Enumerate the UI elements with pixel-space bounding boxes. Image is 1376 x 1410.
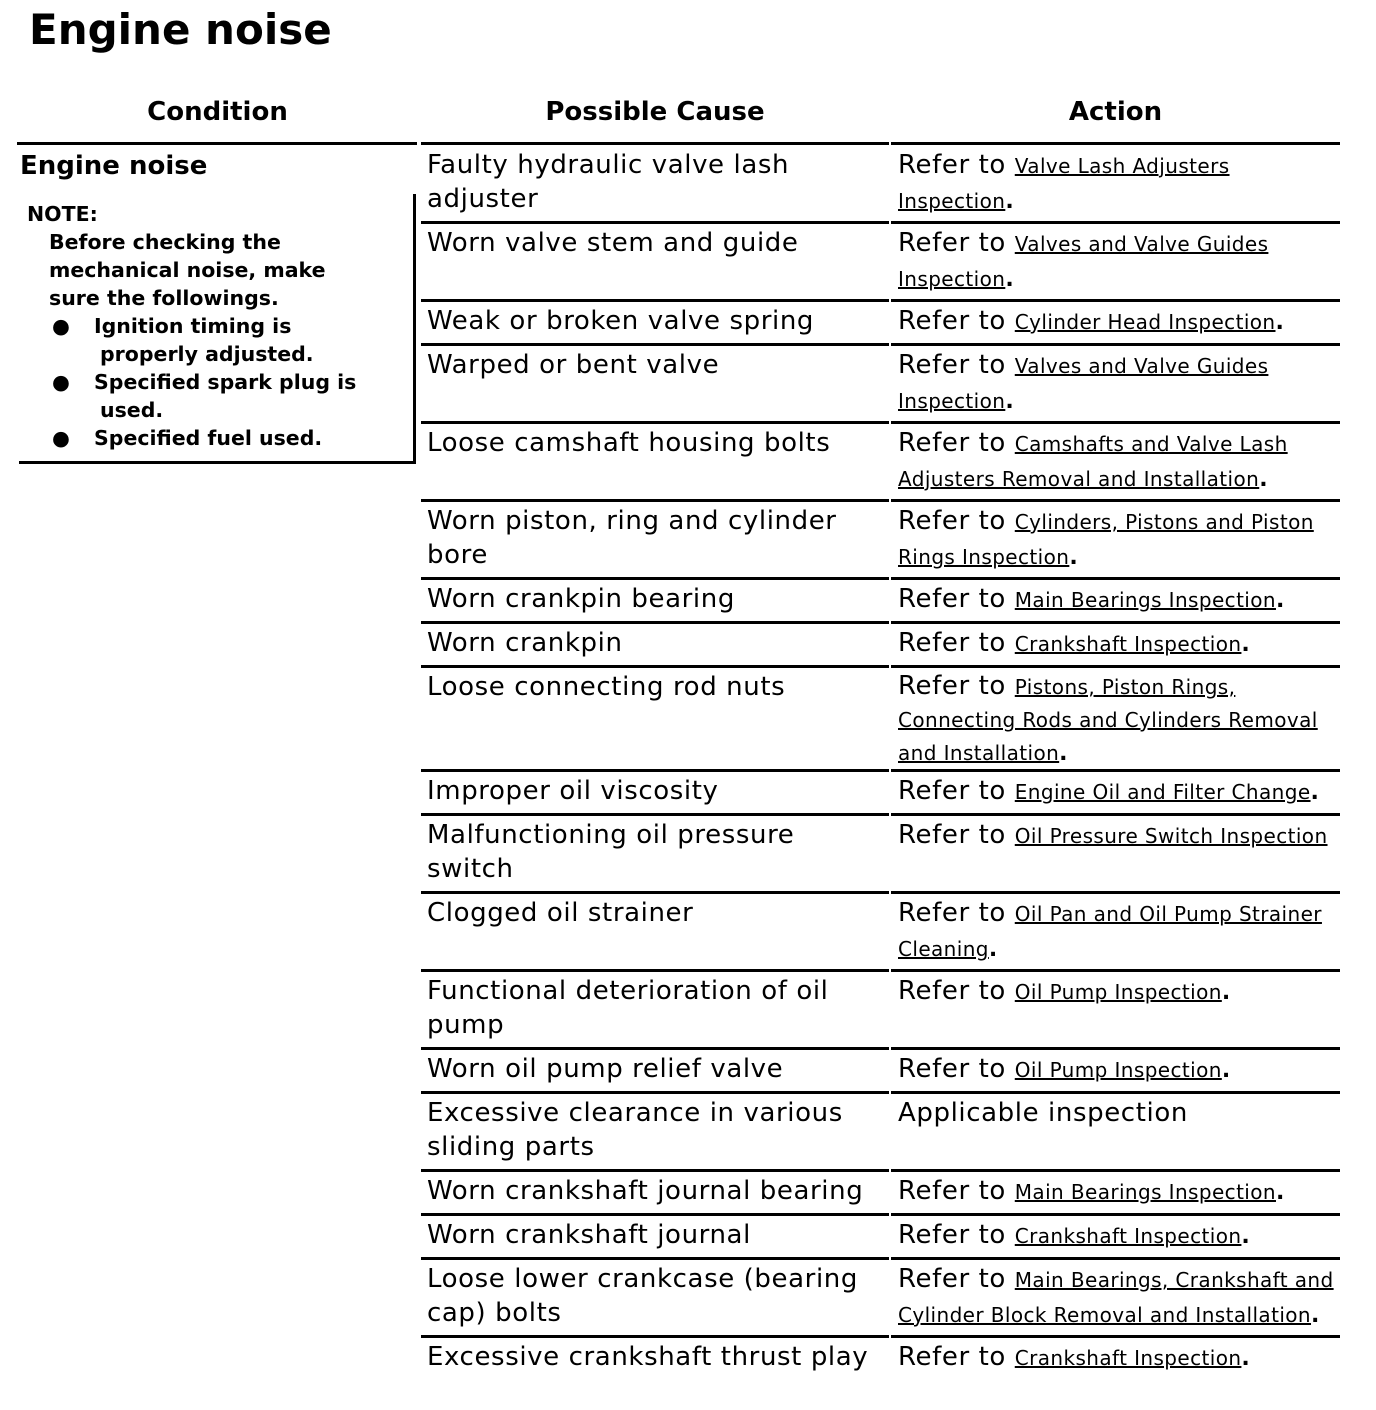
refer-to-label: Refer to	[898, 776, 1015, 806]
table-row	[421, 580, 1340, 624]
refer-to-label: Refer to	[898, 1220, 1015, 1250]
action-cell	[891, 1094, 1340, 1172]
possible-cause-cell: Worn valve stem and guide	[421, 224, 889, 302]
table-row	[421, 972, 1340, 1050]
table-row	[421, 894, 1340, 972]
possible-cause-cell: Worn crankshaft journal bearing	[421, 1172, 889, 1216]
header-divider	[421, 142, 889, 145]
refer-to-label: Refer to	[898, 306, 1015, 336]
table-row	[421, 1094, 1340, 1172]
possible-cause-cell: Worn crankshaft journal	[421, 1216, 889, 1260]
action-cell	[891, 424, 1340, 502]
possible-cause-cell: Weak or broken valve spring	[421, 302, 889, 346]
reference-link[interactable]: Main Bearings Inspection	[1014, 588, 1276, 612]
link-suffix: .	[1221, 980, 1231, 1005]
troubleshooting-table	[421, 146, 1340, 1382]
bullet-icon: ●	[52, 314, 70, 338]
table-row	[421, 1172, 1340, 1216]
bullet-text: properly adjusted.	[100, 342, 314, 366]
note-label: NOTE:	[27, 202, 98, 226]
bullet-icon: ●	[52, 426, 70, 450]
reference-link[interactable]: Main Bearings Inspection	[1014, 1180, 1276, 1204]
link-suffix: .	[988, 937, 998, 962]
table-row	[421, 668, 1340, 772]
table-row	[421, 502, 1340, 580]
refer-to-label: Refer to	[898, 1176, 1015, 1206]
refer-to-label: Refer to	[898, 1054, 1015, 1084]
link-suffix: .	[1241, 1346, 1251, 1371]
table-row	[421, 1050, 1340, 1094]
action-cell	[891, 894, 1340, 972]
page-title: Engine noise	[29, 5, 332, 54]
refer-to-label: Refer to	[898, 428, 1015, 458]
link-suffix: .	[1241, 1224, 1251, 1249]
reference-link[interactable]: Valves and Valve Guides Inspection	[898, 354, 1269, 413]
note-text-line: Before checking the	[49, 230, 281, 254]
action-cell	[891, 302, 1340, 346]
possible-cause-cell: Improper oil viscosity	[421, 772, 889, 816]
table-row	[421, 346, 1340, 424]
link-suffix: .	[1311, 1303, 1320, 1328]
reference-link[interactable]: Main Bearings, Crankshaft and Cylinder Block Removal and Installation	[898, 1268, 1334, 1327]
column-header-action: Action	[1068, 97, 1163, 127]
action-cell	[891, 668, 1340, 772]
table-row	[421, 1216, 1340, 1260]
reference-link[interactable]: Crankshaft Inspection	[1014, 1224, 1242, 1248]
refer-to-label: Refer to	[898, 976, 1015, 1006]
possible-cause-cell: Worn oil pump relief valve	[421, 1050, 889, 1094]
condition-cell	[19, 146, 416, 464]
column-header-possible-cause: Possible Cause	[545, 97, 765, 127]
action-cell	[891, 146, 1340, 224]
table-row	[421, 772, 1340, 816]
action-cell	[891, 1216, 1340, 1260]
possible-cause-cell: Excessive clearance in various sliding parts	[421, 1094, 889, 1172]
header-divider	[17, 142, 417, 145]
reference-link[interactable]: Pistons, Piston Rings, Connecting Rods and Cylinders Removal and Installation	[898, 675, 1318, 765]
table-row	[421, 1260, 1340, 1338]
action-cell	[891, 346, 1340, 424]
refer-to-label: Refer to	[898, 506, 1015, 536]
refer-to-label: Refer to	[898, 898, 1015, 928]
possible-cause-cell: Worn crankpin bearing	[421, 580, 889, 624]
bullet-text: Specified spark plug is	[94, 370, 357, 394]
refer-to-label: Refer to	[898, 350, 1015, 380]
possible-cause-cell: Loose connecting rod nuts	[421, 668, 889, 772]
note-bullet-list	[27, 312, 407, 452]
possible-cause-cell: Warped or bent valve	[421, 346, 889, 424]
possible-cause-cell: Malfunctioning oil pressure switch	[421, 816, 889, 894]
action-cell	[891, 816, 1340, 894]
link-suffix: .	[1059, 741, 1069, 766]
action-cell	[891, 772, 1340, 816]
table-row	[421, 424, 1340, 502]
list-item	[27, 312, 407, 368]
link-suffix: .	[1005, 267, 1015, 292]
action-cell	[891, 1050, 1340, 1094]
action-cell	[891, 580, 1340, 624]
possible-cause-cell: Clogged oil strainer	[421, 894, 889, 972]
header-divider	[891, 142, 1340, 145]
possible-cause-cell: Functional deterioration of oil pump	[421, 972, 889, 1050]
reference-link[interactable]: Crankshaft Inspection	[1014, 632, 1242, 656]
list-item	[27, 424, 407, 452]
reference-link[interactable]: Oil Pump Inspection	[1014, 1058, 1222, 1082]
table-row	[421, 302, 1340, 346]
refer-to-label: Refer to	[898, 228, 1015, 258]
link-suffix: .	[1275, 588, 1285, 613]
refer-to-label: Refer to	[898, 820, 1015, 850]
note-text-line: mechanical noise, make	[49, 258, 326, 282]
link-suffix: .	[1069, 545, 1079, 570]
refer-to-label: Refer to	[898, 1342, 1015, 1372]
column-header-condition: Condition	[147, 97, 288, 127]
action-cell	[891, 502, 1340, 580]
link-suffix: .	[1310, 780, 1320, 805]
action-cell	[891, 1338, 1340, 1382]
refer-to-label: Refer to	[898, 1264, 1015, 1294]
bullet-text: Specified fuel used.	[94, 426, 323, 450]
table-row	[421, 224, 1340, 302]
reference-link[interactable]: Crankshaft Inspection	[1014, 1346, 1242, 1370]
link-suffix: .	[1005, 389, 1015, 414]
reference-link[interactable]: Camshafts and Valve Lash Adjusters Removal and Installation	[898, 432, 1288, 491]
reference-link[interactable]: Oil Pressure Switch Inspection	[1014, 824, 1328, 848]
action-cell	[891, 224, 1340, 302]
possible-cause-cell: Worn crankpin	[421, 624, 889, 668]
bullet-text: Ignition timing is	[94, 314, 292, 338]
table-row	[421, 146, 1340, 224]
action-cell	[891, 1260, 1340, 1338]
link-suffix: .	[1259, 467, 1269, 492]
link-suffix: .	[1275, 1180, 1285, 1205]
reference-link[interactable]: Engine Oil and Filter Change	[1014, 780, 1311, 804]
possible-cause-cell: Faulty hydraulic valve lash adjuster	[421, 146, 889, 224]
possible-cause-cell: Loose camshaft housing bolts	[421, 424, 889, 502]
action-cell	[891, 1172, 1340, 1216]
condition-title: Engine noise	[20, 151, 208, 181]
reference-link[interactable]: Cylinders, Pistons and Piston Rings Inspection	[898, 510, 1314, 569]
reference-link[interactable]: Valves and Valve Guides Inspection	[898, 232, 1269, 291]
note-text-line: sure the followings.	[49, 286, 279, 310]
bullet-text: used.	[100, 398, 164, 422]
table-row	[421, 624, 1340, 668]
link-suffix: .	[1005, 189, 1015, 214]
note-text	[49, 228, 407, 312]
reference-link[interactable]: Oil Pan and Oil Pump Strainer Cleaning	[898, 902, 1322, 961]
refer-to-label: Refer to	[898, 584, 1015, 614]
possible-cause-cell: Worn piston, ring and cylinder bore	[421, 502, 889, 580]
reference-link[interactable]: Valve Lash Adjusters Inspection	[898, 154, 1230, 213]
link-suffix: .	[1221, 1058, 1231, 1083]
list-item	[27, 368, 407, 424]
possible-cause-cell: Excessive crankshaft thrust play	[427, 1342, 869, 1372]
border-gap	[413, 146, 416, 194]
note-block	[27, 200, 407, 452]
bullet-icon: ●	[52, 370, 70, 394]
action-text: Applicable inspection	[898, 1098, 1188, 1128]
reference-link[interactable]: Oil Pump Inspection	[1014, 980, 1222, 1004]
possible-cause-cell: Loose lower crankcase (bearing cap) bolts	[421, 1260, 889, 1338]
refer-to-label: Refer to	[898, 671, 1015, 701]
refer-to-label: Refer to	[898, 150, 1015, 180]
table-row	[421, 816, 1340, 894]
action-cell	[891, 972, 1340, 1050]
reference-link[interactable]: Cylinder Head Inspection	[1014, 310, 1276, 334]
link-suffix: .	[1241, 632, 1251, 657]
table-row	[421, 1338, 1340, 1382]
link-suffix: .	[1275, 310, 1285, 335]
action-cell	[891, 624, 1340, 668]
refer-to-label: Refer to	[898, 628, 1015, 658]
